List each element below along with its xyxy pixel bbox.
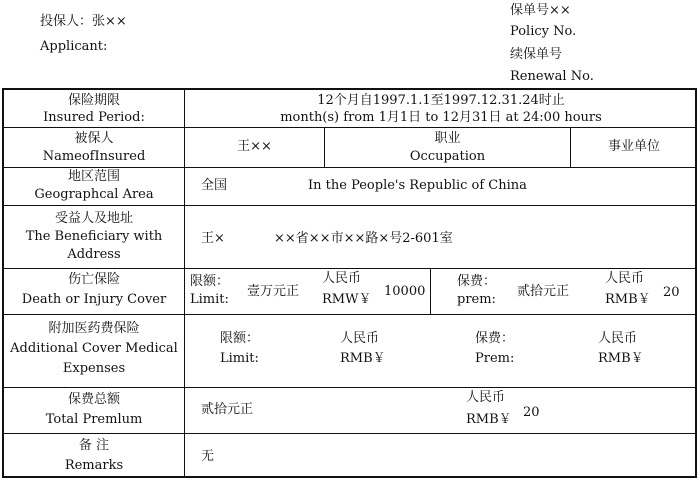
insured-name-value: 王×× xyxy=(237,139,272,154)
policy-no-label-cn: 保单号×× xyxy=(510,3,571,18)
period-label-cn: 保险期限 xyxy=(67,93,120,108)
medical-prem-label-en: Prem: xyxy=(475,351,515,366)
medical-cover-label-en-1: Additional Cover Medical xyxy=(10,341,178,356)
total-currency-cn: 人民币 xyxy=(466,390,506,405)
medical-cover-label-en-2: Expenses xyxy=(62,361,126,376)
row-divider xyxy=(4,167,695,168)
total-label-cn: 保费总额 xyxy=(67,392,120,407)
medical-limit-currency-cn: 人民币 xyxy=(340,331,380,346)
death-prem-label-cn: 保费： xyxy=(457,274,497,289)
medical-limit-label-en: Limit: xyxy=(220,351,259,366)
row-divider xyxy=(4,127,695,128)
row-divider xyxy=(4,387,695,388)
total-label-en: Total Premlum xyxy=(45,412,143,427)
row-divider xyxy=(4,268,695,269)
policy-no-label-en: Policy No. xyxy=(510,24,577,39)
remarks-value: 无 xyxy=(201,449,215,464)
remarks-label-en: Remarks xyxy=(64,458,124,473)
occupation-label-cn: 职业 xyxy=(434,131,461,146)
medical-limit-currency: RMB￥ xyxy=(340,351,386,366)
occupation-value: 事业单位 xyxy=(607,139,660,154)
insured-label-cn: 被保人 xyxy=(74,131,114,146)
death-prem-currency: RMB￥ xyxy=(605,292,651,307)
beneficiary-label-en-2: Address xyxy=(67,247,121,262)
total-currency: RMB￥ xyxy=(466,412,512,427)
beneficiary-label-en-1: The Beneficiary with xyxy=(25,229,163,244)
death-limit-label-en: Limit: xyxy=(190,292,229,307)
area-value-cn: 全国 xyxy=(201,178,228,193)
column-divider xyxy=(430,268,431,314)
renewal-no-label-en: Renewal No. xyxy=(510,69,594,84)
beneficiary-label-cn: 受益人及地址 xyxy=(54,211,133,226)
death-cover-label-en: Death or Injury Cover xyxy=(21,292,167,307)
death-limit-currency-cn: 人民币 xyxy=(322,271,362,286)
row-divider xyxy=(4,314,695,315)
row-divider xyxy=(4,205,695,206)
death-prem-label-en: prem: xyxy=(457,292,496,307)
insured-label-en: NameofInsured xyxy=(42,149,146,164)
medical-cover-label-cn: 附加医药费保险 xyxy=(48,321,140,336)
beneficiary-name: 王× xyxy=(201,231,225,246)
death-limit-currency: RMW￥ xyxy=(322,292,372,307)
area-label-en: Geographcal Area xyxy=(34,187,154,202)
area-value-en: In the People's Republic of China xyxy=(308,178,527,193)
policy-table xyxy=(2,88,697,478)
medical-prem-label-cn: 保费： xyxy=(475,331,515,346)
remarks-label-cn: 备 注 xyxy=(78,438,110,453)
death-limit-words: 壹万元正 xyxy=(247,284,300,299)
period-value-cn: 12个月自1997.1.1至1997.12.31.24时止 xyxy=(317,93,565,108)
death-prem-amount: 20 xyxy=(663,285,680,300)
period-label-en: Insured Period: xyxy=(43,110,145,125)
total-words: 贰拾元正 xyxy=(201,402,254,417)
applicant-label-cn: 投保人：张×× xyxy=(40,14,127,29)
row-divider xyxy=(4,433,695,434)
applicant-label-en: Applicant: xyxy=(40,39,108,54)
period-value-en: month(s) from 1月1日 to 12月31日 at 24:00 hours xyxy=(280,110,602,125)
area-label-cn: 地区范围 xyxy=(67,169,120,184)
death-cover-label-cn: 伤亡保险 xyxy=(67,272,120,287)
death-limit-label-cn: 限额： xyxy=(190,274,230,289)
beneficiary-address: ××省××市××路×号2-601室 xyxy=(274,231,453,246)
medical-prem-currency: RMB￥ xyxy=(598,351,644,366)
death-limit-amount: 10000 xyxy=(384,284,426,299)
medical-prem-currency-cn: 人民币 xyxy=(598,331,638,346)
renewal-no-label-cn: 续保单号 xyxy=(510,47,563,62)
occupation-label-en: Occupation xyxy=(409,149,486,164)
death-prem-currency-cn: 人民币 xyxy=(605,271,645,286)
total-amount: 20 xyxy=(523,405,540,420)
medical-limit-label-cn: 限额： xyxy=(220,331,260,346)
death-prem-words: 贰拾元正 xyxy=(517,284,570,299)
